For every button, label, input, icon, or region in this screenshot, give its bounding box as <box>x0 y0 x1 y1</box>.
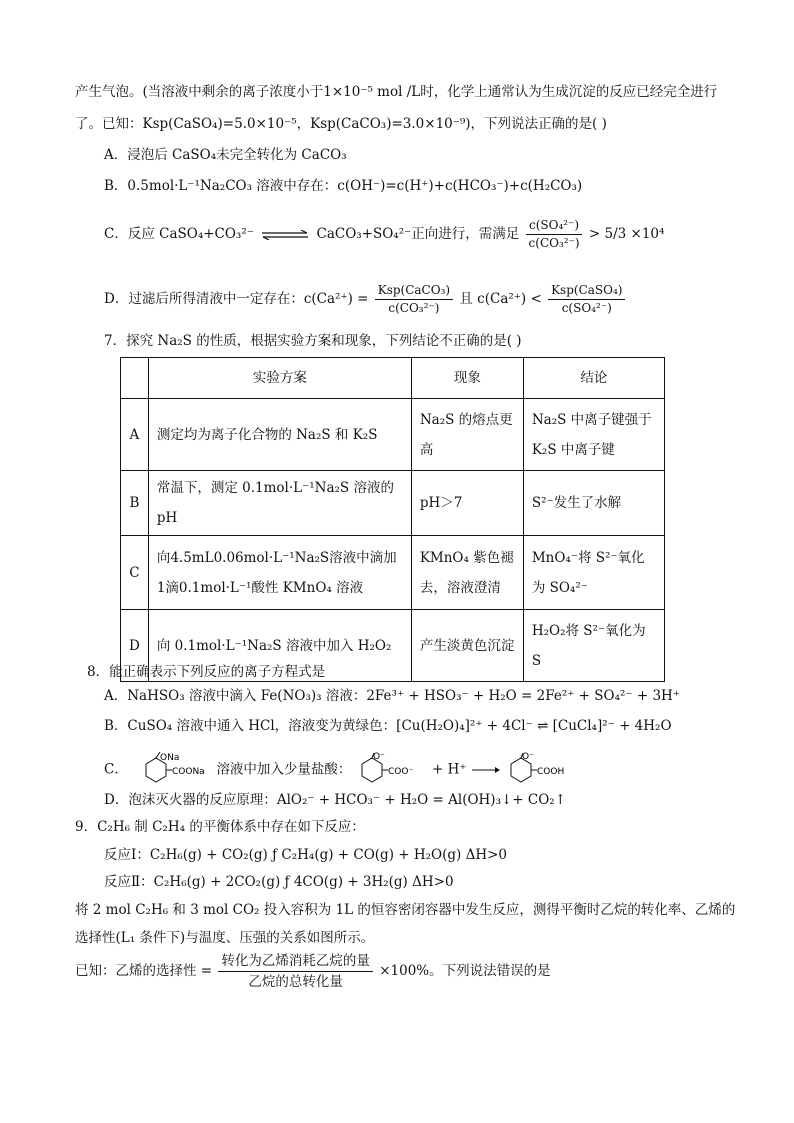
intro-line-2: 了。已知：Ksp(CaSO₄)=5.0×10⁻⁵，Ksp(CaCO₃)=3.0×10⁻⁹)，下列说法正确的是( ) <box>75 116 607 132</box>
table-header-cell: 现象 <box>411 358 523 399</box>
q8-stem: 8．能正确表示下列反应的离子方程式是 <box>87 664 326 680</box>
row-conclusion: Na₂S 中离子键强于 K₂S 中离子键 <box>523 399 664 471</box>
row-label: C <box>121 536 149 610</box>
selectivity-fraction <box>218 952 373 991</box>
q8-c-label: C． <box>104 761 128 778</box>
q6-c-frac-den: c(CO₃²⁻) <box>528 236 580 250</box>
row-phenomenon: KMnO₄ 紫色褪去，溶液澄清 <box>411 536 523 610</box>
svg-text:COONa: COONa <box>172 767 205 777</box>
q6-d-f1-num: Ksp(CaCO₃) <box>375 283 453 300</box>
svg-text:O⁻: O⁻ <box>372 752 385 762</box>
row-plan: 测定均为离子化合物的 Na₂S 和 K₂S <box>148 399 411 471</box>
table-row <box>121 536 665 610</box>
svg-text:O⁻: O⁻ <box>522 752 534 762</box>
row-phenomenon: pH＞7 <box>411 471 523 536</box>
q6-c-pre: C．反应 CaSO₄+CO₃²⁻ <box>104 226 254 242</box>
table-header-row <box>121 358 665 399</box>
row-label: A <box>121 399 149 471</box>
q6-c-post: > 5/3 ×10⁴ <box>588 226 665 242</box>
table-row <box>121 399 665 471</box>
q7-stem: 7．探究 Na₂S 的性质，根据实验方案和现象，下列结论不正确的是( ) <box>104 333 522 349</box>
q6-option-d <box>104 283 627 316</box>
q8-option-b: B．CuSO₄ 溶液中通入 HCl，溶液变为黄绿色：[Cu(H₂O)₄]²⁺ + 4Cl⁻ ⇌ [CuCl₄]²⁻ + 4H₂O <box>104 718 672 734</box>
row-conclusion: MnO₄⁻将 S²⁻氧化为 SO₄²⁻ <box>523 536 664 610</box>
q6-option-b: B．0.5mol·L⁻¹Na₂CO₃ 溶液中存在：c(OH⁻)=c(H⁺)+c(HCO₃⁻)+c(H₂CO₃) <box>104 178 583 194</box>
q6-c-fraction <box>526 218 583 251</box>
q9-known-post: ×100%。下列说法错误的是 <box>379 963 551 979</box>
row-label: B <box>121 471 149 536</box>
phenoxide-acid-structure-icon <box>505 752 577 788</box>
row-conclusion: H₂O₂将 S²⁻氧化为 S <box>523 610 664 682</box>
q9-paragraph-1: 将 2 mol C₂H₆ 和 3 mol CO₂ 投入容积为 1L 的恒容密闭容器中发生反应，测得平衡时乙烷的转化率、乙烯的 <box>75 902 736 918</box>
q8-option-c <box>104 752 577 788</box>
q6-d-f1-den: c(CO₃²⁻) <box>388 301 440 315</box>
q6-d-f2-den: c(SO₄²⁻) <box>561 301 612 315</box>
row-phenomenon: 产生淡黄色沉淀 <box>411 610 523 682</box>
q9-reaction-1: 反应Ⅰ：C₂H₆(g) + CO₂(g) ƒ C₂H₄(g) + CO(g) + H₂O(g) ΔH>0 <box>104 847 507 863</box>
table-header-cell <box>121 358 149 399</box>
table-row <box>121 471 665 536</box>
q6-d-mid: 且 c(Ca²⁺) < <box>459 291 542 307</box>
q9-reaction-2: 反应Ⅱ：C₂H₆(g) + 2CO₂(g) ƒ 4CO(g) + 3H₂(g) ΔH>0 <box>104 874 454 890</box>
row-label: D <box>121 610 149 682</box>
reaction-arrow-icon <box>471 766 501 774</box>
q9-known <box>75 952 551 991</box>
q6-d-fraction-1 <box>375 283 453 316</box>
q6-d-fraction-2 <box>548 283 625 316</box>
q6-c-mid: CaCO₃+SO₄²⁻正向进行，需满足 <box>316 226 520 242</box>
table-header-cell: 结论 <box>523 358 664 399</box>
selectivity-den: 乙烷的总转化量 <box>248 974 343 990</box>
q6-d-f2-num: Ksp(CaSO₄) <box>548 283 625 300</box>
svg-text:COO⁻: COO⁻ <box>387 767 413 777</box>
row-plan: 向 0.1mol·L⁻¹Na₂S 溶液中加入 H₂O₂ <box>148 610 411 682</box>
q9-stem: 9．C₂H₆ 制 C₂H₄ 的平衡体系中存在如下反应： <box>75 819 365 835</box>
q6-c-frac-num: c(SO₄²⁻) <box>526 218 582 235</box>
q8-option-d: D．泡沫灭火器的反应原理：AlO₂⁻ + HCO₃⁻ + H₂O = Al(OH)₃↓+ CO₂↑ <box>104 792 567 808</box>
equilibrium-arrow-icon <box>261 230 309 240</box>
svg-text:COOH: COOH <box>537 767 565 777</box>
phenoxide-carboxylate-structure-icon <box>356 752 428 788</box>
q9-known-pre: 已知：乙烯的选择性 = <box>75 963 213 979</box>
q9-paragraph-2: 选择性(L₁ 条件下)与温度、压强的关系如图所示。 <box>75 930 375 946</box>
q6-option-a: A．浸泡后 CaSO₄未完全转化为 CaCO₃ <box>104 147 347 163</box>
experiment-table <box>120 357 665 682</box>
q6-option-c <box>104 218 664 251</box>
row-conclusion: S²⁻发生了水解 <box>523 471 664 536</box>
selectivity-num: 转化为乙烯消耗乙烷的量 <box>218 952 373 972</box>
row-phenomenon: Na₂S 的熔点更高 <box>411 399 523 471</box>
table-header-cell: 实验方案 <box>148 358 411 399</box>
q6-d-pre: D．过滤后所得清液中一定存在：c(Ca²⁺) = <box>104 291 369 307</box>
q8-c-plus: + H⁺ <box>432 761 467 778</box>
sodium-salicylate-structure-icon <box>132 752 212 788</box>
intro-line-1: 产生气泡。(当溶液中剩余的离子浓度小于1×10⁻⁵ mol /L时，化学上通常认为生成沉淀的反应已经完全进行 <box>75 84 718 100</box>
q8-option-a: A．NaHSO₃ 溶液中滴入 Fe(NO₃)₃ 溶液：2Fe³⁺ + HSO₃⁻ + H₂O = 2Fe²⁺ + SO₄²⁻ + 3H⁺ <box>104 688 680 704</box>
row-plan: 向4.5mL0.06mol·L⁻¹Na₂S溶液中滴加1滴0.1mol·L⁻¹酸性 KMnO₄ 溶液 <box>148 536 411 610</box>
row-plan: 常温下，测定 0.1mol·L⁻¹Na₂S 溶液的 pH <box>148 471 411 536</box>
svg-text:ONa: ONa <box>160 753 180 763</box>
q8-c-mid: 溶液中加入少量盐酸： <box>216 761 352 778</box>
